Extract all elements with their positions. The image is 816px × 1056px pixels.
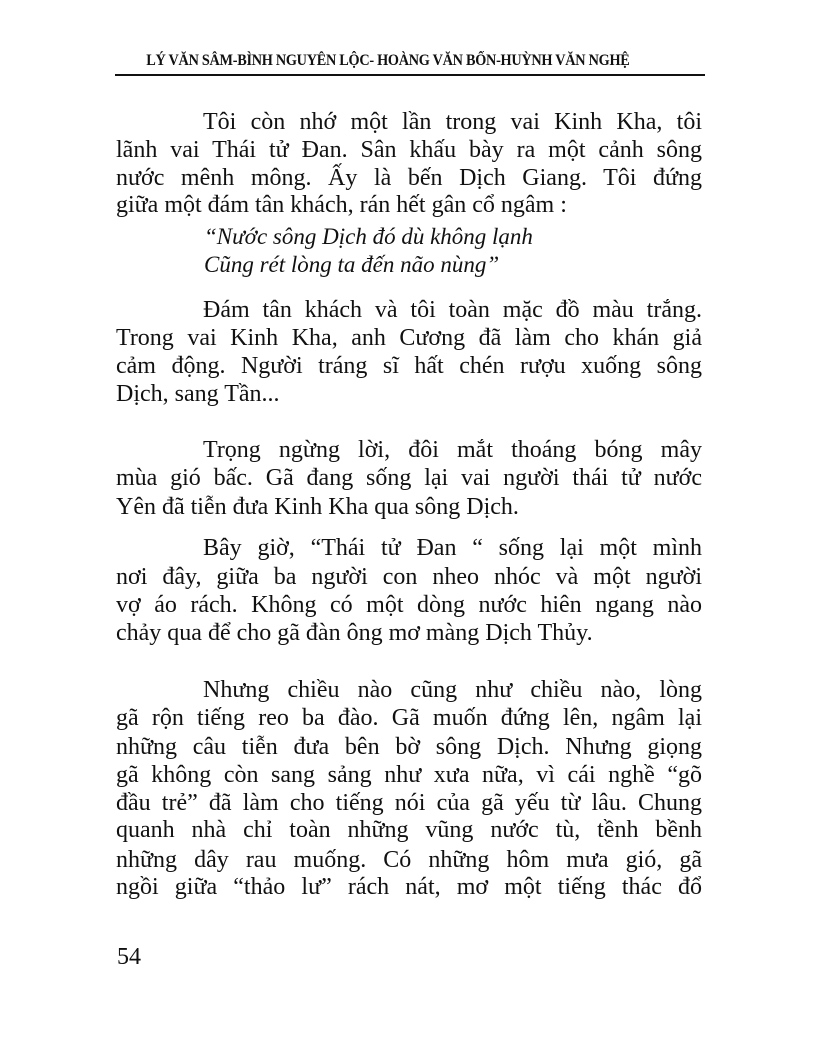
text-line: Nhưng chiều nào cũng như chiều nào, lòng [203, 677, 702, 703]
header-rule [115, 74, 705, 76]
text-line: giữa một đám tân khách, rán hết gân cổ ngâm : [116, 192, 567, 218]
text-line: ngồi giữa “thảo lư” rách nát, mơ một tiếng thác đổ [116, 874, 702, 900]
poem-line: “Nước sông Dịch đó dù không lạnh [204, 224, 533, 249]
poem-line: Cũng rét lòng ta đến não nùng” [204, 252, 500, 277]
page-number: 54 [117, 944, 141, 970]
text-line: gã rộn tiếng reo ba đào. Gã muốn đứng lên, ngâm lại [116, 705, 702, 731]
text-line: gã không còn sang sảng như xưa nữa, vì cái nghề “gõ [116, 762, 702, 788]
text-line: những câu tiễn đưa bên bờ sông Dịch. Nhưng giọng [116, 734, 702, 760]
text-line: đầu trẻ” đã làm cho tiếng nói của gã yếu từ lâu. Chung [116, 790, 702, 816]
text-line: Yên đã tiễn đưa Kinh Kha qua sông Dịch. [116, 494, 519, 520]
text-line: mùa gió bấc. Gã đang sống lại vai người thái tử nước [116, 465, 702, 491]
text-line: lãnh vai Thái tử Đan. Sân khấu bày ra một cảnh sông [116, 137, 702, 163]
text-line: chảy qua để cho gã đàn ông mơ màng Dịch Thủy. [116, 620, 593, 646]
text-line: nước mênh mông. Ấy là bến Dịch Giang. Tôi đứng [116, 165, 702, 191]
text-line: quanh nhà chỉ toàn những vũng nước tù, tềnh bềnh [116, 817, 702, 843]
text-line: nơi đây, giữa ba người con nheo nhóc và một người [116, 564, 702, 590]
text-line: những dây rau muống. Có những hôm mưa gió, gã [116, 847, 702, 873]
text-line: Đám tân khách và tôi toàn mặc đồ màu trắng. [203, 297, 702, 323]
text-line: cảm động. Người tráng sĩ hất chén rượu xuống sông [116, 353, 702, 379]
text-line: Tôi còn nhớ một lần trong vai Kinh Kha, tôi [203, 109, 702, 135]
text-line: Trọng ngừng lời, đôi mắt thoáng bóng mây [203, 437, 702, 463]
text-line: Dịch, sang Tần... [116, 381, 280, 407]
running-header: LÝ VĂN SÂM-BÌNH NGUYÊN LỘC- HOÀNG VĂN BỔN-HUỲNH VĂN NGHỆ [146, 52, 630, 69]
text-line: Bây giờ, “Thái tử Đan “ sống lại một mình [203, 535, 702, 561]
text-line: Trong vai Kinh Kha, anh Cương đã làm cho khán giả [116, 325, 702, 351]
text-line: vợ áo rách. Không có một dòng nước hiên ngang nào [116, 592, 702, 618]
